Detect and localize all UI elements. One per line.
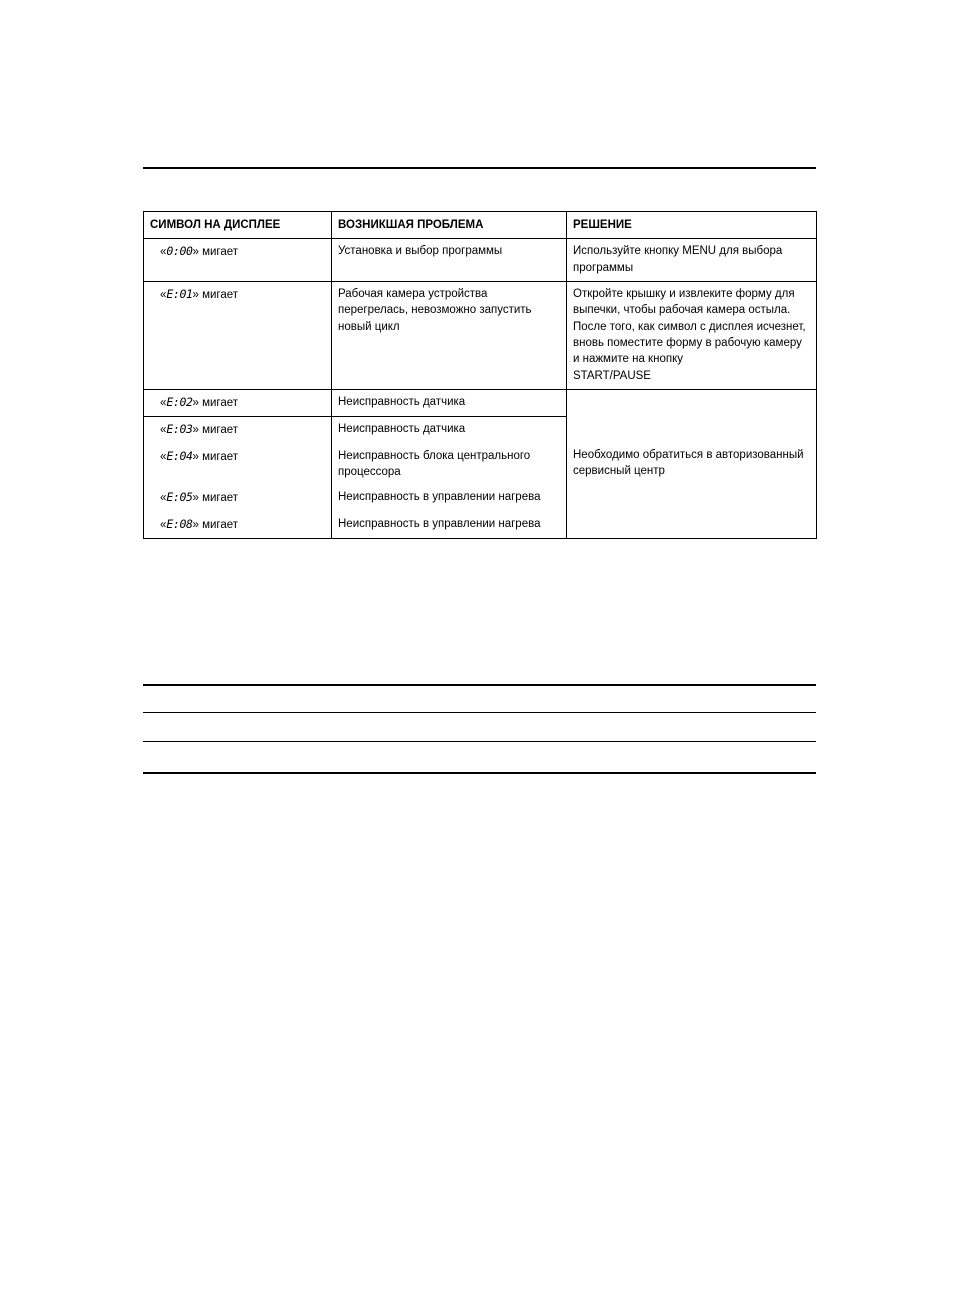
cell-problem: Неисправность в управлении нагрева [332, 485, 567, 511]
symbol-suffix: » мигает [192, 492, 239, 505]
display-code: E:05 [166, 490, 193, 505]
symbol-suffix: » мигает [192, 246, 239, 259]
cell-problem: Неисправность датчика [332, 389, 567, 416]
display-code: 0:00 [166, 244, 193, 259]
footer-rule-2 [143, 712, 816, 713]
cell-solution [567, 281, 817, 389]
table-row [144, 281, 817, 389]
symbol-quote-open: « [160, 518, 167, 531]
display-code: E:08 [166, 516, 193, 531]
display-code: E:03 [166, 422, 193, 437]
table-header-row [144, 212, 817, 239]
solution-button-name: START/PAUSE [573, 369, 651, 382]
symbol-suffix: » мигает [192, 288, 239, 301]
cell-symbol [144, 389, 332, 416]
cell-problem: Неисправность датчика [332, 417, 567, 444]
footer-rule-1 [143, 684, 816, 686]
cell-problem: Рабочая камера устройства перегрелась, невозможно запустить новый цикл [332, 281, 567, 389]
cell-symbol [144, 512, 332, 539]
footer-rule-4 [143, 772, 816, 774]
solution-text: Откройте крышку и извлеките форму для выпечки, чтобы рабочая камера остыла. После того, как символ с дисплея исчезнет, вновь поместите форму в рабочую камеру и нажмите на кнопку [573, 287, 806, 366]
cell-problem: Установка и выбор программы [332, 239, 567, 282]
table-header [144, 212, 817, 239]
table-row [144, 389, 817, 416]
symbol-quote-open: « [160, 492, 167, 505]
column-header-problem: ВОЗНИКШАЯ ПРОБЛЕМА [332, 212, 567, 239]
cell-symbol [144, 239, 332, 282]
table-body [144, 239, 817, 539]
symbol-quote-open: « [160, 424, 167, 437]
cell-problem: Неисправность в управлении нагрева [332, 512, 567, 539]
cell-solution: Используйте кнопку MENU для выбора программы [567, 239, 817, 282]
cell-symbol [144, 281, 332, 389]
symbol-suffix: » мигает [192, 396, 239, 409]
symbol-suffix: » мигает [192, 424, 239, 437]
top-divider-rule [143, 167, 816, 169]
troubleshooting-table [143, 211, 817, 539]
display-code: E:02 [166, 394, 193, 409]
troubleshooting-table-wrapper [143, 211, 816, 539]
column-header-symbol: СИМВОЛ НА ДИСПЛЕЕ [144, 212, 332, 239]
cell-symbol [144, 444, 332, 486]
cell-symbol [144, 485, 332, 511]
cell-problem: Неисправность блока центрального процессора [332, 444, 567, 486]
display-code: E:01 [166, 286, 193, 301]
display-code: E:04 [166, 448, 193, 463]
symbol-suffix: » мигает [192, 518, 239, 531]
footer-rule-3 [143, 741, 816, 742]
cell-symbol [144, 417, 332, 444]
symbol-quote-open: « [160, 246, 167, 259]
symbol-suffix: » мигает [192, 450, 239, 463]
cell-solution-merged: Необходимо обратиться в авторизованный сервисный центр [567, 389, 817, 538]
symbol-quote-open: « [160, 450, 167, 463]
symbol-quote-open: « [160, 396, 167, 409]
symbol-quote-open: « [160, 288, 167, 301]
table-row [144, 239, 817, 282]
column-header-solution: РЕШЕНИЕ [567, 212, 817, 239]
